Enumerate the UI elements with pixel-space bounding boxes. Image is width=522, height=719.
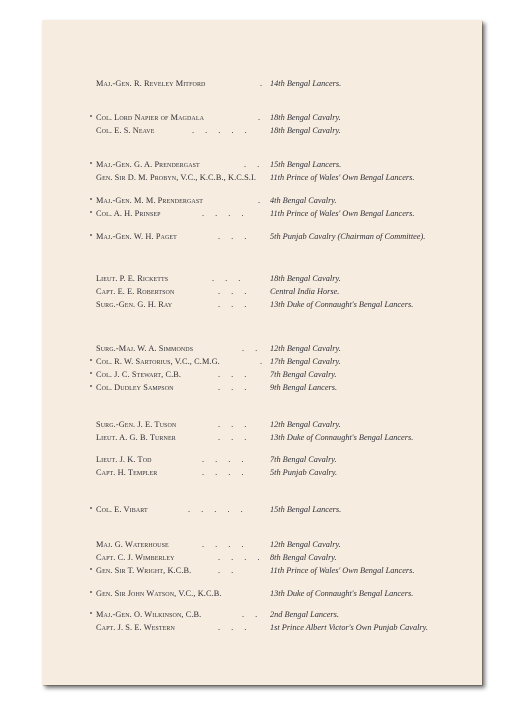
entry-regiment: 5th Punjab Cavalry (Chairman of Committee). <box>270 232 426 241</box>
entry-name: Col. R. W. Sartorius, V.C., C.M.G. <box>96 357 220 366</box>
entry-regiment: 18th Bengal Cavalry. <box>270 113 341 122</box>
entry-regiment: 11th Prince of Wales' Own Bengal Lancers. <box>270 173 415 182</box>
leader-dots: . . . . . <box>192 126 252 135</box>
entry-regiment: 15th Bengal Lancers. <box>270 505 342 514</box>
entry-name: Surg.-Maj. W. A. Simmonds <box>96 344 194 353</box>
entry-regiment: 5th Punjab Cavalry. <box>270 468 338 477</box>
pencil-tick-mark <box>90 385 92 387</box>
leader-dots: . . . <box>218 370 251 379</box>
leader-dots: . . . . <box>218 553 265 562</box>
entry-name: Col. E. Vibart <box>96 505 148 514</box>
entry-name: Maj. G. Waterhouse <box>96 540 169 549</box>
entry-regiment: 4th Bengal Cavalry. <box>270 196 337 205</box>
entry-regiment: 7th Bengal Cavalry. <box>270 455 337 464</box>
leader-dots: . . . <box>218 300 251 309</box>
entry-name: Gen. Sir T. Wright, K.C.B. <box>96 566 192 575</box>
entry-regiment: 11th Prince of Wales' Own Bengal Lancers. <box>270 209 415 218</box>
entry-regiment: 18th Bengal Cavalry. <box>270 126 341 135</box>
leader-dots: . . . <box>218 433 251 442</box>
entry-regiment: 14th Bengal Lancers. <box>270 79 342 88</box>
pencil-tick-mark <box>90 612 92 614</box>
entry-regiment: 13th Duke of Connaught's Bengal Lancers. <box>270 589 414 598</box>
entry-name: Col. A. H. Prinsep <box>96 209 161 218</box>
leader-dots: . . . . <box>202 540 249 549</box>
entry-name: Maj.-Gen. M. M. Prendergast <box>96 196 204 205</box>
leader-dots: . . <box>218 566 238 575</box>
document-page <box>42 20 482 685</box>
entry-name: Gen. Sir John Watson, V.C., K.C.B. <box>96 589 222 598</box>
entry-name: Maj.-Gen. R. Reveley Mitford <box>96 79 206 88</box>
leader-dots: . . . <box>218 287 251 296</box>
entry-name: Gen. Sir D. M. Probyn, V.C., K.C.B., K.C.S.I. <box>96 173 256 182</box>
pencil-tick-mark <box>90 115 92 117</box>
entry-regiment: 13th Duke of Connaught's Bengal Lancers. <box>270 433 414 442</box>
entry-regiment: 15th Bengal Lancers. <box>270 160 342 169</box>
leader-dots: . . . <box>212 274 245 283</box>
entry-name: Lieut. A. G. B. Turner <box>96 433 176 442</box>
entry-name: Col. J. C. Stewart, C.B. <box>96 370 182 379</box>
leader-dots: . . . . <box>202 209 249 218</box>
entry-name: Surg.-Gen. G. H. Ray <box>96 300 173 309</box>
entry-regiment: 13th Duke of Connaught's Bengal Lancers. <box>270 300 414 309</box>
leader-dots: . . <box>242 610 262 619</box>
entry-regiment: 8th Bengal Cavalry. <box>270 553 337 562</box>
pencil-tick-mark <box>90 591 92 593</box>
leader-dots: . . . . <box>202 455 249 464</box>
entry-name: Capt. J. S. E. Western <box>96 623 175 632</box>
entry-regiment: 11th Prince of Wales' Own Bengal Lancers. <box>270 566 415 575</box>
leader-dots: . . <box>242 344 262 353</box>
entry-regiment: 9th Bengal Lancers. <box>270 383 338 392</box>
pencil-tick-mark <box>90 568 92 570</box>
leader-dots: . . . <box>218 420 251 429</box>
entry-regiment: Central India Horse. <box>270 287 340 296</box>
pencil-tick-mark <box>90 507 92 509</box>
entry-name: Maj.-Gen. W. H. Paget <box>96 232 177 241</box>
entry-name: Capt. E. E. Robertson <box>96 287 175 296</box>
leader-dots: . . . <box>218 623 251 632</box>
leader-dots: . . . . . <box>188 505 248 514</box>
entry-regiment: 1st Prince Albert Victor's Own Punjab Cavalry. <box>270 623 428 632</box>
leader-dots: . . . <box>218 232 251 241</box>
entry-name: Col. E. S. Neave <box>96 126 155 135</box>
entry-regiment: 12th Bengal Cavalry. <box>270 344 341 353</box>
entry-name: Capt. H. Templer <box>96 468 158 477</box>
committee-list <box>42 20 482 685</box>
entry-regiment: 12th Bengal Cavalry. <box>270 540 341 549</box>
pencil-tick-mark <box>90 211 92 213</box>
entry-regiment: 12th Bengal Cavalry. <box>270 420 341 429</box>
entry-name: Lieut. P. E. Ricketts <box>96 274 169 283</box>
leader-dots: . . . <box>218 383 251 392</box>
pencil-tick-mark <box>90 372 92 374</box>
pencil-tick-mark <box>90 359 92 361</box>
pencil-tick-mark <box>90 234 92 236</box>
entry-regiment: 18th Bengal Cavalry. <box>270 274 341 283</box>
leader-dots: . . <box>244 160 264 169</box>
entry-regiment: 7th Bengal Cavalry. <box>270 370 337 379</box>
leader-dots: . <box>260 79 267 88</box>
entry-name: Capt. C. J. Wimberley <box>96 553 175 562</box>
entry-name: Col. Dudley Sampson <box>96 383 174 392</box>
leader-dots: . <box>258 113 265 122</box>
entry-regiment: 17th Bengal Cavalry. <box>270 357 341 366</box>
entry-name: Surg.-Gen. J. E. Tuson <box>96 420 177 429</box>
entry-name: Maj.-Gen. G. A. Prendergast <box>96 160 200 169</box>
leader-dots: . <box>260 357 267 366</box>
leader-dots: . . . . <box>202 468 249 477</box>
entry-name: Lieut. J. K. Tod <box>96 455 152 464</box>
pencil-tick-mark <box>90 162 92 164</box>
pencil-tick-mark <box>90 198 92 200</box>
entry-regiment: 2nd Bengal Lancers. <box>270 610 339 619</box>
leader-dots: . <box>258 196 265 205</box>
entry-name: Col. Lord Napier of Magdala <box>96 113 205 122</box>
entry-name: Maj.-Gen. O. Wilkinson, C.B. <box>96 610 202 619</box>
